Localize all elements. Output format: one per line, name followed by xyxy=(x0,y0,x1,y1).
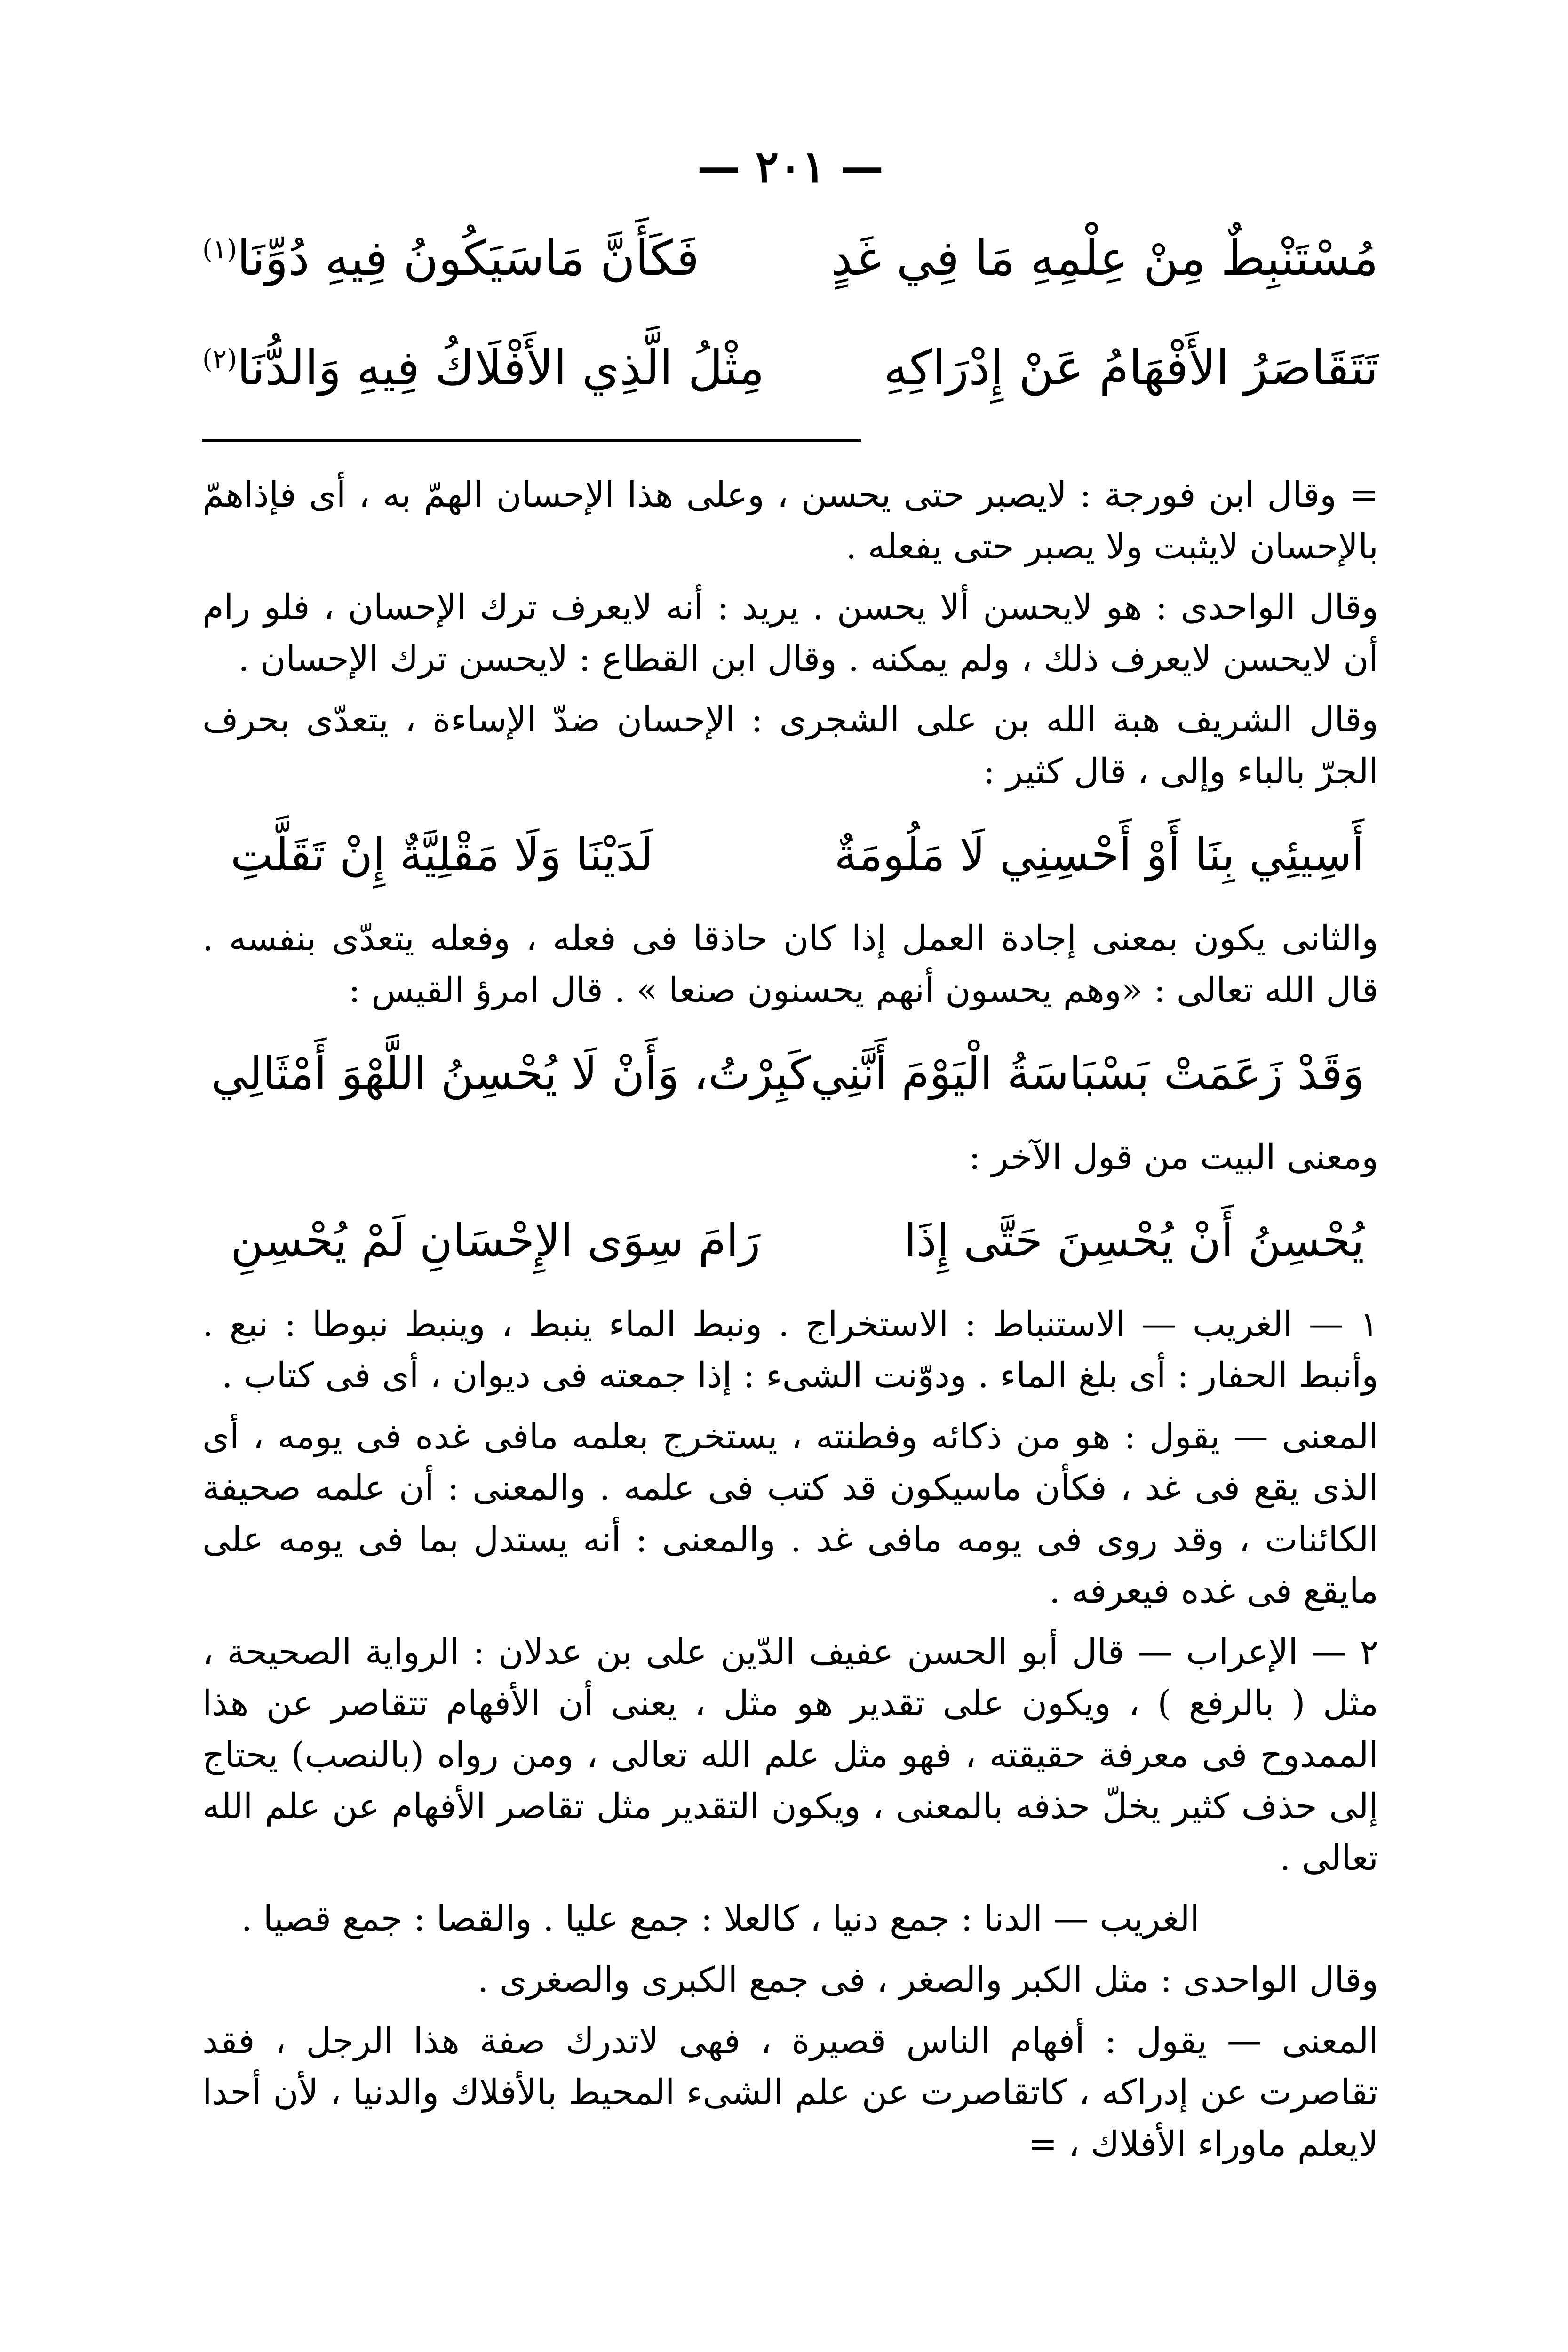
footnote-marker: (٢) xyxy=(202,344,237,375)
page-number: — ٢٠١ — xyxy=(697,141,884,192)
hemistich-text: مِثْلُ الَّذِي الأَفْلَاكُ فِيهِ وَالدُّنَا xyxy=(237,340,765,397)
footnote-marker: (١) xyxy=(202,234,237,265)
verse-hemistich-right: يُحْسِنُ أَنْ يُحْسِنَ حَتَّى إِذَا xyxy=(904,1214,1364,1267)
note-paragraph: والثانى يكون بمعنى إجادة العمل إذا كان حاذقا فى فعله ، وفعله يتعدّى بنفسه . قال الله تعالى : «وهم يحسون أنهم يحسنون صنعا » . قال امرؤ القيس : xyxy=(202,918,1378,1010)
verse-line xyxy=(202,330,1378,406)
note-paragraph: ١ — الغريب — الاستنباط : الاستخراج . ونبط الماء ينبط ، وينبط نبوطا : نبع . وأنبط الحفار : أى بلغ الماء . ودوّنت الشىء : إذا جمعته فى ديوان ، أى فى كتاب . xyxy=(202,1303,1378,1396)
verse-hemistich-right: أَسِيئِي بِنَا أَوْ أَحْسِنِي لَا مَلُومَةٌ xyxy=(834,828,1364,882)
separator-rule xyxy=(202,439,861,442)
verse-line xyxy=(202,220,1378,297)
verse-hemistich-left xyxy=(202,220,699,297)
verse-hemistich-right: مُسْتَنْبِطٌ مِنْ عِلْمِهِ مَا فِي غَدٍ xyxy=(831,230,1378,286)
verse-hemistich-right: تَتَقَاصَرُ الأَفْهَامُ عَنْ إِدْرَاكِهِ xyxy=(883,340,1378,397)
note-paragraph: وقال الشريف هبة الله بن على الشجرى : الإحسان ضدّ الإساءة ، يتعدّى بحرف الجرّ بالباء وإلى ، قال كثير : xyxy=(202,699,1378,792)
verse-hemistich-left: رَامَ سِوَى الإِحْسَانِ لَمْ يُحْسِنِ xyxy=(231,1214,761,1267)
note-paragraph: المعنى — يقول : هو من ذكائه وفطنته ، يستخرج بعلمه مافى غده فى يومه ، أى الذى يقع فى غد ، فكأن ماسيكون قد كتب فى علمه . والمعنى : أن علمه صحيفة الكائنات ، وقد روى فى يومه مافى غد . والمعنى : أنه يستدل بما فى يومه على مايقع فى غده فيعرفه . xyxy=(202,1416,1378,1612)
note-paragraph: المعنى — يقول : أفهام الناس قصيرة ، فهى لاتدرك صفة هذا الرجل ، فقد تقاصرت عن إدراكه ، كاتقاصرت عن علم الشىء المحيط بالأفلاك والدنيا ، لأن أحدا لايعلم ماوراء الأفلاك ، = xyxy=(202,2020,1378,2164)
quoted-verse xyxy=(211,1038,1364,1110)
verse-hemistich-left xyxy=(202,330,764,406)
verse-hemistich-left: لَدَيْنَا وَلَا مَقْلِيَّةٌ إِنْ تَقَلَّتِ xyxy=(231,828,653,882)
note-paragraph: وقال الواحدى : هو لايحسن ألا يحسن . يريد : أنه لايعرف ترك الإحسان ، فلو رام أن لايحسن لايعرف ذلك ، ولم يمكنه . وقال ابن القطاع : لايحسن ترك الإحسان . xyxy=(202,587,1378,679)
verse-hemistich-right: وَقَدْ زَعَمَتْ بَسْبَاسَةُ الْيَوْمَ أَنَّنِي xyxy=(811,1047,1364,1100)
note-paragraph: الغريب — الدنا : جمع دنيا ، كالعلا : جمع عليا . والقصا : جمع قصيا . xyxy=(241,1899,1200,1939)
quoted-verse xyxy=(231,1205,1364,1277)
note-paragraph: ومعنى البيت من قول الآخر : xyxy=(969,1136,1378,1177)
note-paragraph: = وقال ابن فورجة : لايصبر حتى يحسن ، وعلى هذا الإحسان الهمّ به ، أى فإذاهمّ بالإحسان لايثبت ولا يصبر حتى يفعله . xyxy=(202,475,1378,567)
book-page xyxy=(202,141,1378,2179)
quoted-verse xyxy=(231,819,1364,891)
verse-hemistich-left: كَبِرْتُ، وَأَنْ لَا يُحْسِنُ اللَّهْوَ أَمْثَالِي xyxy=(211,1047,811,1100)
note-paragraph: وقال الواحدى : مثل الكبر والصغر ، فى جمع الكبرى والصغرى . xyxy=(477,1959,1378,2000)
main-verses xyxy=(202,220,1378,406)
hemistich-text: فَكَأَنَّ مَاسَيَكُونُ فِيهِ دُوِّنَا xyxy=(237,230,700,286)
commentary xyxy=(202,469,1378,2170)
note-paragraph: ٢ — الإعراب — قال أبو الحسن عفيف الدّين على بن عدلان : الرواية الصحيحة ، مثل ( بالرفع ) ، ويكون على تقدير هو مثل ، يعنى أن الأفهام تتقاصر عن هذا الممدوح فى معرفة حقيقته ، فهو مثل علم الله تعالى ، ومن رواه (بالنصب) يحتاج إلى حذف كثير يخلّ حذفه بالمعنى ، ويكون التقدير مثل تقاصر الأفهام عن علم الله تعالى . xyxy=(202,1631,1378,1878)
